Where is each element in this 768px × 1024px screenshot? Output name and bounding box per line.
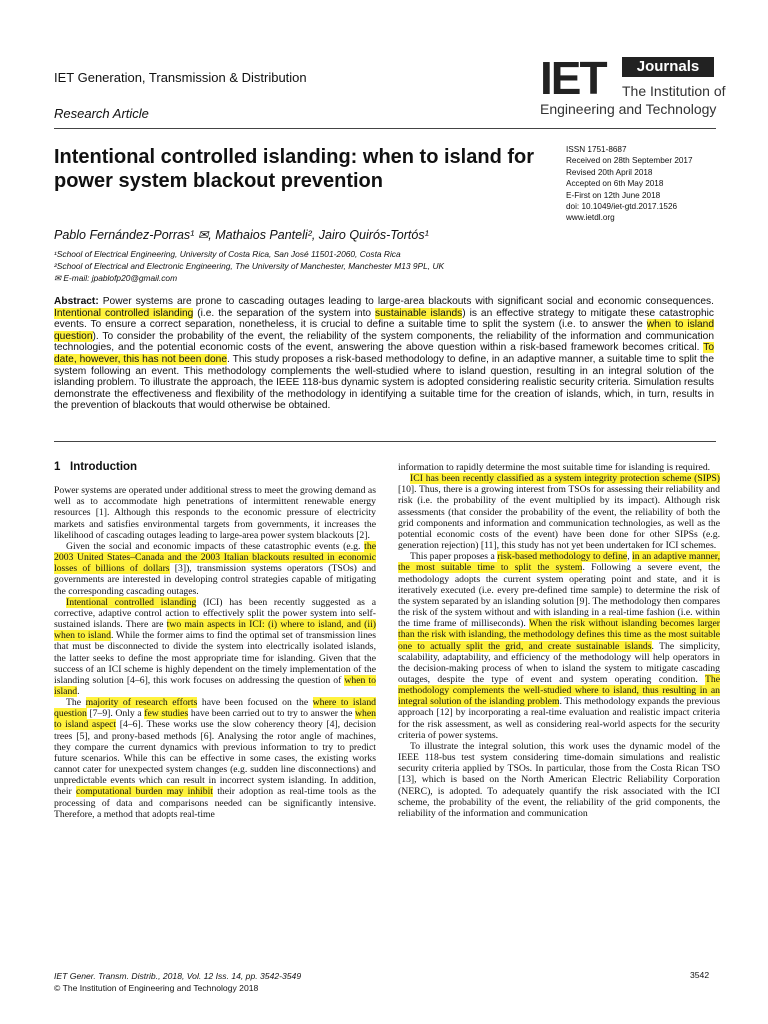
highlighted-text: few studies xyxy=(144,708,189,720)
affiliation-2: ²School of Electrical and Electronic Engineering, The University of Manchester, Manchester M13 9PL, UK xyxy=(54,261,445,271)
page-number: 3542 xyxy=(690,970,710,980)
journals-tag: Journals xyxy=(622,57,714,77)
article-meta xyxy=(566,144,736,224)
institution-line-1: The Institution of xyxy=(622,83,726,99)
highlighted-text: The methodology complements the well-studied where to island, thus resulting in an integral solution of the islanding problem xyxy=(398,673,720,708)
text-run: To illustrate the integral solution, this work uses the dynamic model of the IEEE 118-bus test system considering time-domain simulations and realistic security criteria applied by TSOs. In particular, those from the Costa Rican TSO [13], which is based on the North American Electric Reliability Corporation (NERC), is adopted. To adequately quantify the risk associated with the ICI scheme, the probability of the event, the reliability of the grid components, the reliability of the information and communication xyxy=(398,740,720,819)
section-title: Introduction xyxy=(70,461,138,473)
text-run: [10]. Thus, there is a growing interest from TSOs for assessing their reliability and risk (i.e. the probability of the event multiplied by its impact). Although risk assessments (that consider the probability of the event, the reliability of both the grid components and information and communication technologies, as well as the potential economic costs of the event) have been done for other SIPSs (e.g. generation rejection) [11], this study has not yet been undertaken for ICI schemes. xyxy=(398,484,720,552)
highlighted-text: To date, however, this has not been done xyxy=(54,342,714,365)
right-column-body xyxy=(398,462,720,819)
highlighted-text: when to island question xyxy=(54,319,714,342)
section-number: 1 xyxy=(54,461,61,473)
text-run: (i.e. the separation of the system into xyxy=(193,307,376,319)
footer-citation: IET Gener. Transm. Distrib., 2018, Vol. 12 Iss. 14, pp. 3542-3549 xyxy=(54,971,302,981)
text-run: The xyxy=(66,697,86,709)
text-run: information to rapidly determine the most suitable time for islanding is required. xyxy=(398,462,711,473)
page-footer xyxy=(54,970,301,994)
text-run: ). To consider the probability of the event, the reliability of the system components, the reliability of the information and communication technologies, and the potential economic costs of the event, answering the above question within a risk-based framework becomes critical. xyxy=(54,330,714,354)
highlighted-text: majority of research efforts xyxy=(85,697,198,709)
section-heading xyxy=(54,462,376,473)
highlighted-text: in an adaptive manner, the most suitable time to split the system xyxy=(398,551,721,574)
paragraph xyxy=(54,541,376,597)
issn: ISSN 1751-8687 xyxy=(566,145,627,154)
paragraph xyxy=(398,741,720,819)
highlighted-text: when to island aspect xyxy=(54,708,376,731)
text-run: . xyxy=(77,685,80,697)
text-run: ) is an effective strategy to mitigate these catastrophic events. To ensure a correct separation, nonetheless, it is crucial to define a suitable time to split the system (i.e. to answer the xyxy=(54,307,714,331)
authors: Pablo Fernández-Porras¹ ✉, Mathaios Panteli², Jairo Quirós-Tortós¹ xyxy=(54,228,429,242)
text-run: [7–9]. Only a xyxy=(86,708,145,720)
highlighted-text: when to island xyxy=(54,674,376,697)
footer-copyright: © The Institution of Engineering and Technology 2018 xyxy=(54,983,259,993)
revised-date: Revised 20th April 2018 xyxy=(566,167,653,177)
right-column xyxy=(398,462,720,819)
paper-title: Intentional controlled islanding: when to island for power system blackout prevention xyxy=(54,146,534,192)
highlighted-text: ICI has been recently classified as a system integrity protection scheme (SIPS) xyxy=(410,473,720,485)
highlighted-text: two main aspects in ICI: (i) where to island, and (ii) when to island xyxy=(54,619,377,642)
iet-logo-letters: IET xyxy=(540,52,606,104)
highlighted-text: Intentional controlled islanding xyxy=(54,307,194,319)
text-run: (ICI) has been recently suggested as a corrective, adaptive control action to effectively split the power system into self-sustained islands. There are xyxy=(54,596,376,631)
text-run: have been focused on the xyxy=(197,697,313,709)
abstract-label: Abstract: xyxy=(54,296,99,307)
highlighted-text: risk-based methodology to define xyxy=(497,551,628,563)
text-run: [4–6]. These works use the slow coherency theory [4], decision trees [5], and prony-based methods [6]. Analysing the rotor angle of machines, they compare the current dynamics with previous information to try to predict future scenarios. While this can be effective in some cases, the existing works cannot cater for unexpected system changes (e.g. sudden line disconnections) and unpredictable events which can result in incorrect system islanding. In addition, their xyxy=(54,719,376,798)
paragraph xyxy=(54,597,376,697)
text-run: have been carried out to try to answer the xyxy=(188,708,355,720)
text-run: . This study proposes a risk-based methodology to define, in an adaptive manner, a suitable time to split the system following an event. This methodology complements the well-studied where to island question, resulting in an integral solution of the islanding problem. To illustrate the approach, the IEEE 118-bus dynamic system is adopted considering realistic security criteria. Simulation results demonstrate the effectiveness and flexibility of the methodology in identifying a suitable time for the creation of islands, which, in turn, results in the prevention of blackouts that would otherwise be obtained. xyxy=(54,353,714,412)
header-rule xyxy=(54,128,716,129)
highlighted-text: the 2003 United States–Canada and the 2003 Italian blackouts resulted in economic losses of billions of dollars xyxy=(54,540,376,575)
text-run: , xyxy=(627,551,633,563)
paragraph xyxy=(54,485,376,541)
highlighted-text: computational burden may inhibit xyxy=(75,786,213,798)
text-run: [3]), transmission systems operators (TSOs) and governments are interested in developing control strategies capable of mitigating the corresponding cascading outages. xyxy=(54,563,377,597)
text-run: Power systems are operated under additional stress to meet the growing demand as well as to accommodate high penetrations of intermittent renewable energy resources [1]. Although this responds to the economic pressure of electricity markets and satisfies environmental targets from governments, it increases the likelihood of cascading outages leading to large-area power system blackouts [2]. xyxy=(54,485,376,541)
efirst-date: E-First on 12th June 2018 xyxy=(566,190,661,200)
abstract-rule xyxy=(54,441,716,442)
highlighted-text: where to island question xyxy=(54,697,377,720)
highlighted-text: When the risk without islanding becomes larger than the risk with islanding, the methodology defines this time as the most suitable one to actually split the grid, and create sustainable islands xyxy=(398,618,720,652)
paragraph xyxy=(398,473,720,551)
left-column-body xyxy=(54,485,376,820)
text-run: . The simplicity, scalability, adaptability, and efficiency of the methodology will help operators in the decision-making process of when to island the system to mitigate cascading outages, despite the type of event and system operating condition. xyxy=(398,640,720,685)
abstract xyxy=(54,296,714,412)
journal-url[interactable]: www.ietdl.org xyxy=(566,213,615,223)
left-column xyxy=(54,462,376,820)
doi: doi: 10.1049/iet-gtd.2017.1526 xyxy=(566,202,678,212)
paragraph xyxy=(398,462,720,473)
paragraph xyxy=(398,551,720,741)
text-run: . While the former aims to find the optimal set of transmission lines that must be disconnected to divide the system into electrically isolated islands, the latter seeks to define the most appropriate time for islanding. Given that the success of an ICI scheme is highly dependent on the timely implementation of the islanding solution [4–6], this work focuses on addressing the question of xyxy=(54,630,376,686)
paragraph xyxy=(54,697,376,820)
text-run: Power systems are prone to cascading outages leading to large-area blackouts with significant social and economic consequences. xyxy=(98,296,714,307)
institution-line-2: Engineering and Technology xyxy=(540,101,717,117)
article-type: Research Article xyxy=(54,106,149,121)
highlighted-text: Intentional controlled islanding xyxy=(66,596,197,608)
affiliation-1: ¹School of Electrical Engineering, University of Costa Rica, San José 11501-2060, Costa Rica xyxy=(54,249,401,259)
received-date: Received on 28th September 2017 xyxy=(566,156,693,166)
accepted-date: Accepted on 6th May 2018 xyxy=(566,179,664,189)
text-run: Given the social and economic impacts of these catastrophic events (e.g. xyxy=(66,540,365,552)
text-run: their adoption as real-time tools as the processing of data and comparisons needed can be significantly intensive. Therefore, a method that adopts real-time xyxy=(54,786,376,820)
text-run: . This methodology expands the previous approach [12] by incorporating a real-time evaluation and realistic impact criteria for the risk assessment, as well as considering real-world aspects for the security criteria of power systems. xyxy=(398,696,720,741)
abstract-body xyxy=(54,296,714,411)
text-run: This paper proposes a xyxy=(410,551,498,563)
journal-name: IET Generation, Transmission & Distribution xyxy=(54,70,307,85)
text-run: . Following a severe event, the methodology adopts the current system operating point and state, and it is iteratively executed (i.e. every pre-defined time sample) to determine the risk of the system separated by an islanding solution [9]. The methodology then compares the risk of the system without and with islanding in a real-time fashion (i.e. within the time frame of milliseconds). xyxy=(398,562,720,630)
iet-logo xyxy=(540,52,726,125)
highlighted-text: sustainable islands xyxy=(375,307,463,319)
corresponding-email: ✉ E-mail: jpablofp20@gmail.com xyxy=(54,273,178,283)
